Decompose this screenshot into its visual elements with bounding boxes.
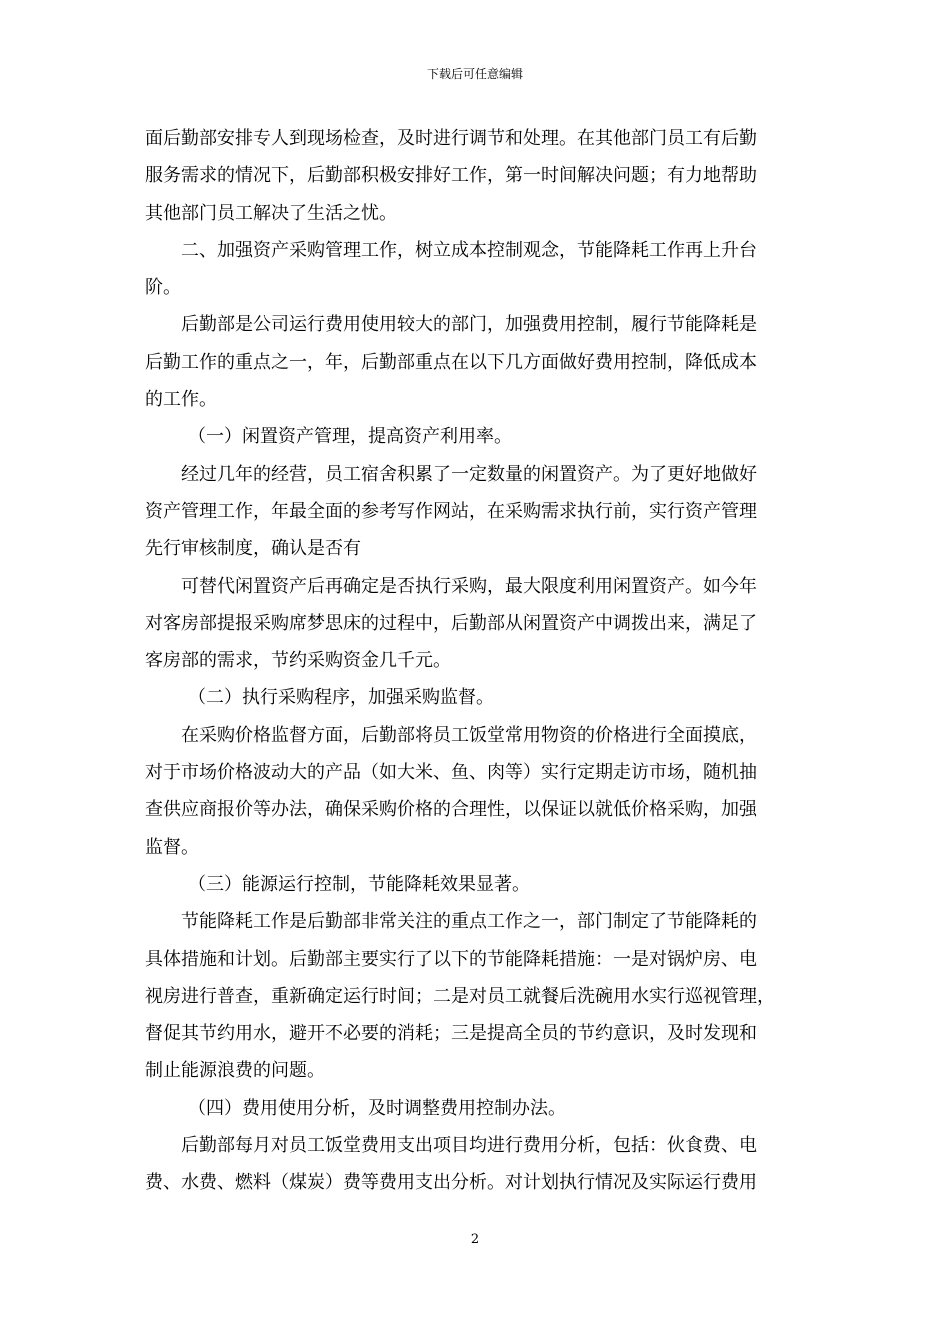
subsection-heading: （三）能源运行控制，节能降耗效果显著。 — [188, 873, 530, 895]
paragraph-start: 经过几年的经营，员工宿舍积累了一定数量的闲置资产。为了更好地做好 — [181, 463, 757, 485]
page-header: 下载后可任意编辑 — [426, 67, 523, 81]
text-line: 对客房部提报采购席梦思床的过程中，后勤部从闲置资产中调拨出来，满足了 — [145, 612, 757, 634]
subsection-heading: （一）闲置资产管理，提高资产利用率。 — [188, 426, 512, 448]
text-line: 对于市场价格波动大的产品（如大米、鱼、肉等）实行定期走访市场，随机抽 — [145, 762, 757, 784]
text-line: 的工作。 — [145, 389, 217, 411]
text-line: 具体措施和计划。后勤部主要实行了以下的节能降耗措施：一是对锅炉房、电 — [145, 948, 757, 970]
text-line: 查供应商报价等办法，确保采购价格的合理性，以保证以就低价格采购，加强 — [145, 799, 757, 821]
text-line: 督促其节约用水，避开不必要的消耗；三是提高全员的节约意识，及时发现和 — [145, 1023, 757, 1045]
text-line: 资产管理工作，年最全面的参考写作网站，在采购需求执行前，实行资产管理 — [145, 500, 757, 522]
document-body — [145, 120, 810, 1202]
text-line: 面后勤部安排专人到现场检查，及时进行调节和处理。在其他部门员工有后勤 — [145, 128, 757, 149]
text-line: 视房进行普查，重新确定运行时间；二是对员工就餐后洗碗用水实行巡视管理， — [145, 985, 775, 1007]
paragraph-start: 后勤部每月对员工饭堂费用支出项目均进行费用分析，包括：伙食费、电 — [181, 1135, 757, 1157]
paragraph-start: 可替代闲置资产后再确定是否执行采购，最大限度利用闲置资产。如今年 — [181, 575, 757, 597]
text-line: 先行审核制度，确认是否有 — [145, 538, 361, 560]
page-number: 2 — [470, 1232, 480, 1247]
text-line: 其他部门员工解决了生活之忧。 — [145, 202, 397, 224]
subsection-heading: （二）执行采购程序，加强采购监督。 — [188, 687, 494, 709]
text-line: 后勤工作的重点之一，年，后勤部重点在以下几方面做好费用控制，降低成本 — [145, 351, 757, 373]
section-heading: 二、加强资产采购管理工作，树立成本控制观念，节能降耗工作再上升台 — [181, 239, 757, 261]
text-line: 服务需求的情况下，后勤部积极安排好工作，第一时间解决问题；有力地帮助 — [145, 165, 757, 187]
text-line: 制止能源浪费的问题。 — [145, 1060, 325, 1082]
text-line: 客房部的需求，节约采购资金几千元。 — [145, 650, 451, 672]
subsection-heading: （四）费用使用分析，及时调整费用控制办法。 — [188, 1097, 566, 1119]
text-line: 费、水费、燃料（煤炭）费等费用支出分析。对计划执行情况及实际运行费用 — [145, 1172, 757, 1194]
text-line: 阶。 — [145, 277, 181, 299]
paragraph-start: 在采购价格监督方面，后勤部将员工饭堂常用物资的价格进行全面摸底， — [181, 724, 757, 746]
paragraph-start: 节能降耗工作是后勤部非常关注的重点工作之一，部门制定了节能降耗的 — [181, 911, 757, 933]
paragraph-start: 后勤部是公司运行费用使用较大的部门，加强费用控制，履行节能降耗是 — [181, 314, 757, 336]
text-line: 监督。 — [145, 836, 199, 858]
